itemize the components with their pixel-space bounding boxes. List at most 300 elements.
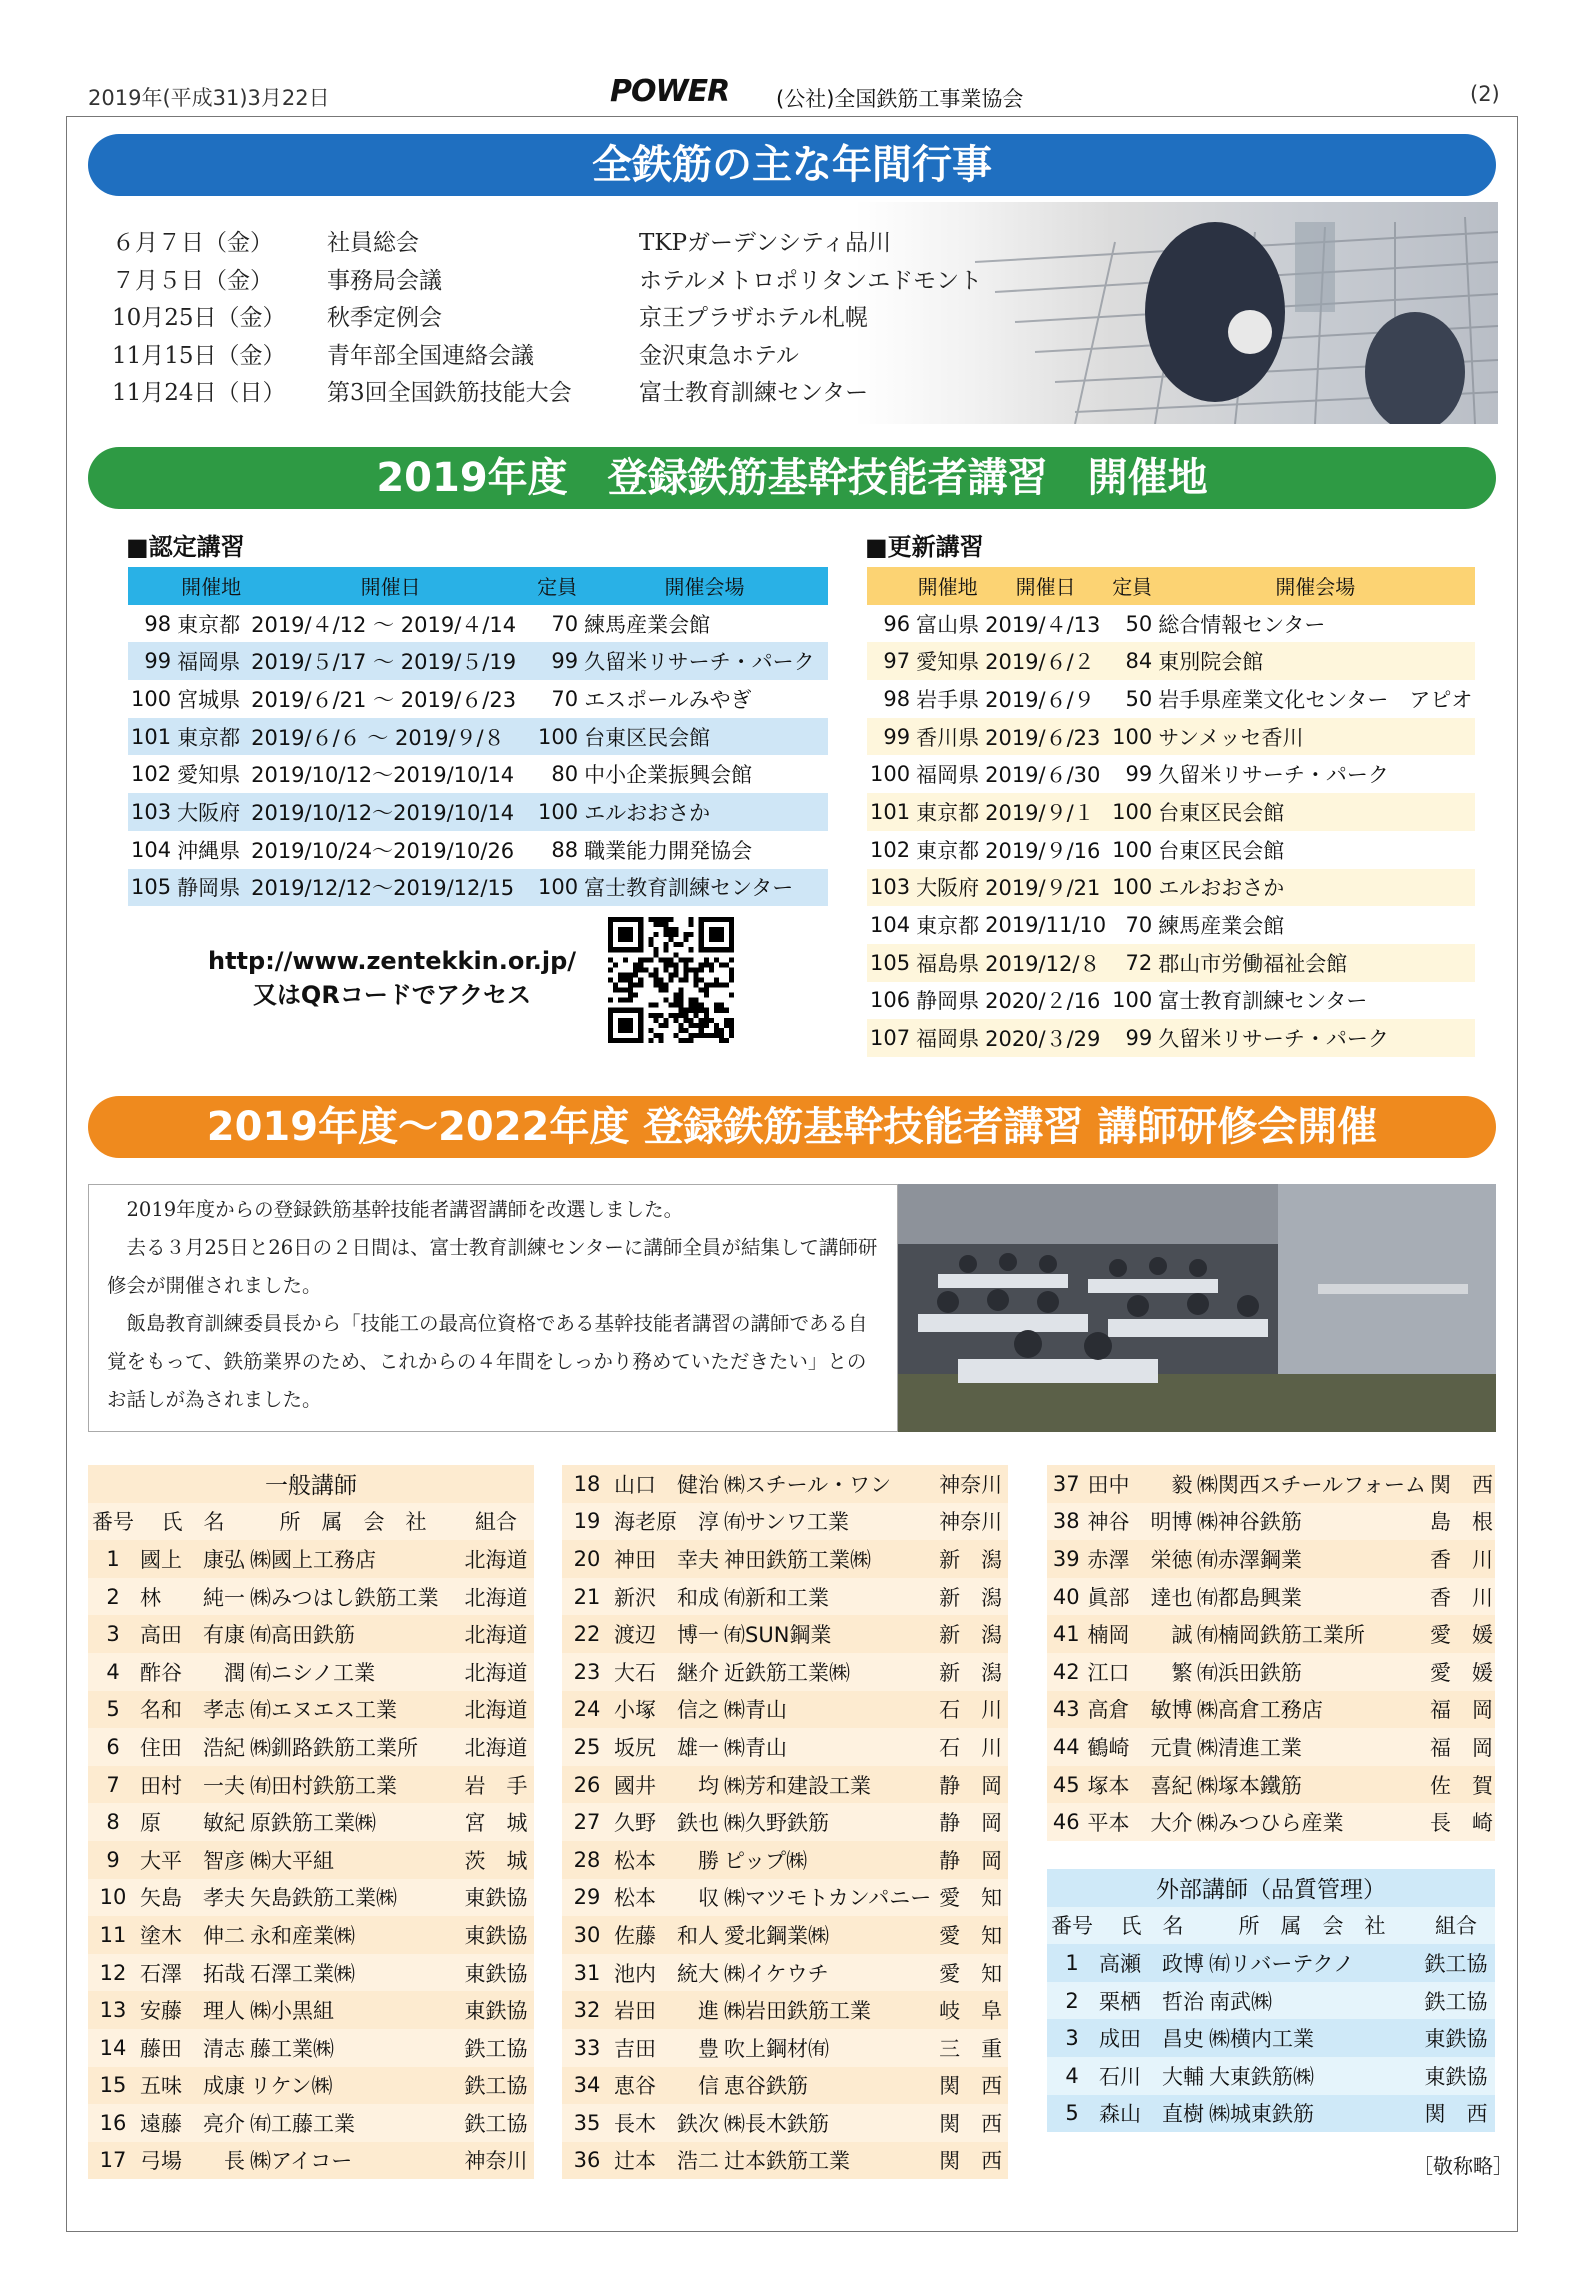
instructor-union: 鉄工協 bbox=[1417, 1982, 1495, 2020]
instructor-name: 名和 孝志 bbox=[138, 1691, 248, 1729]
venue-capacity: 70 bbox=[551, 686, 579, 711]
qr-access-note: 又はQRコードでアクセス bbox=[252, 981, 532, 1009]
venues-banner: 2019年度 登録鉄筋基幹技能者講習 開催地 bbox=[88, 447, 1496, 509]
instructor-name: 松本 収 bbox=[612, 1879, 722, 1917]
col-header: 番号 bbox=[1047, 1907, 1097, 1945]
instructor-company: 愛北鋼業㈱ bbox=[722, 1916, 933, 1954]
instructor-number: 21 bbox=[562, 1578, 612, 1616]
venue-number: 105 bbox=[128, 869, 174, 907]
instructor-row bbox=[88, 1991, 534, 2029]
instructor-name: 渡辺 博一 bbox=[612, 1615, 722, 1653]
instructor-company: ㈱小黒組 bbox=[248, 1991, 458, 2029]
instructor-row bbox=[562, 1991, 1008, 2029]
venue-hall: エルおおさか bbox=[1155, 869, 1475, 907]
instructor-row bbox=[1047, 1653, 1495, 1691]
instructor-union: 愛 知 bbox=[933, 1954, 1008, 1992]
instructor-name: 小塚 信之 bbox=[612, 1691, 722, 1729]
instructor-company: ㈱マツモトカンパニー bbox=[722, 1879, 933, 1917]
instructor-name: 長木 鉄次 bbox=[612, 2104, 722, 2142]
general-instructors-table-2 bbox=[562, 1465, 1008, 2179]
instructor-union: 東鉄協 bbox=[458, 1954, 534, 1992]
venue-date: 2019/６/６ ～ 2019/９/８ bbox=[248, 718, 533, 756]
instructor-number: 26 bbox=[562, 1766, 612, 1804]
venue-capacity: 100 bbox=[1109, 718, 1155, 756]
venue-number: 99 bbox=[128, 642, 174, 680]
instructor-name: 神谷 明博 bbox=[1085, 1503, 1194, 1541]
instructor-row bbox=[562, 1465, 1008, 1503]
instructor-union: 愛 知 bbox=[933, 1879, 1008, 1917]
instructor-number: 17 bbox=[88, 2142, 138, 2180]
issue-date: 2019年(平成31)3月22日 bbox=[88, 86, 330, 110]
general-instructors-table-3 bbox=[1047, 1465, 1495, 1841]
instructor-name: 山口 健治 bbox=[612, 1465, 722, 1503]
instructor-number: 2 bbox=[1047, 1982, 1097, 2020]
venue-number: 104 bbox=[131, 837, 172, 862]
instructor-company: ㈲浜田鉄筋 bbox=[1195, 1653, 1428, 1691]
instructor-company: ㈱関西スチールフォーム bbox=[1195, 1465, 1428, 1503]
instructor-row bbox=[562, 1879, 1008, 1917]
instructor-number: 37 bbox=[1047, 1465, 1085, 1503]
instructor-company: ㈱芳和建設工業 bbox=[722, 1766, 933, 1804]
instructor-company: ㈲ニシノ工業 bbox=[248, 1653, 458, 1691]
instructor-number: 43 bbox=[1047, 1691, 1085, 1729]
instructor-union: 関 西 bbox=[933, 2067, 1008, 2105]
instructor-union: 石 川 bbox=[933, 1691, 1008, 1729]
instructor-company: ㈱長木鉄筋 bbox=[722, 2104, 933, 2142]
instructor-row bbox=[1047, 1615, 1495, 1653]
instructor-company: ㈲赤澤鋼業 bbox=[1195, 1540, 1428, 1578]
instructor-name: 海老原 淳 bbox=[612, 1503, 722, 1541]
venue-date: 2019/11/10 bbox=[985, 913, 1107, 938]
venue-prefecture: 香川県 bbox=[913, 718, 982, 756]
instructor-row bbox=[88, 1803, 534, 1841]
table-header bbox=[867, 567, 1475, 605]
col-header: 定員 bbox=[533, 567, 581, 605]
instructor-number: 6 bbox=[88, 1728, 138, 1766]
instructor-union: 東鉄協 bbox=[458, 1916, 534, 1954]
venue-hall: 岩手県産業文化センター アピオ bbox=[1158, 687, 1473, 712]
venue-row bbox=[867, 718, 1475, 756]
instructor-company: ㈱アイコー bbox=[248, 2142, 458, 2180]
instructor-row bbox=[88, 2029, 534, 2067]
instructor-name: 塚本 喜紀 bbox=[1085, 1766, 1194, 1804]
venue-capacity: 99 bbox=[1125, 762, 1153, 787]
instructor-row bbox=[562, 1728, 1008, 1766]
venue-number: 96 bbox=[883, 611, 911, 636]
instructor-union: 神奈川 bbox=[458, 2142, 534, 2180]
venue-row bbox=[128, 755, 828, 793]
instructor-company: 原鉄筋工業㈱ bbox=[248, 1803, 458, 1841]
venue-row bbox=[867, 1019, 1475, 1057]
instructor-row bbox=[88, 2142, 534, 2180]
venue-prefecture: 宮城県 bbox=[177, 687, 241, 712]
instructor-union: 北海道 bbox=[458, 1615, 534, 1653]
instructor-row bbox=[562, 1578, 1008, 1616]
instructor-name: 平本 大介 bbox=[1085, 1803, 1194, 1841]
col-header: 所 属 会 社 bbox=[1207, 1907, 1417, 1945]
instructor-row bbox=[1047, 2095, 1495, 2133]
venue-prefecture: 静岡県 bbox=[174, 869, 248, 907]
instructor-union: 愛 媛 bbox=[1428, 1653, 1495, 1691]
instructor-union: 関 西 bbox=[933, 2142, 1008, 2180]
venue-row bbox=[867, 642, 1475, 680]
honorific-note: ［敬称略］ bbox=[1413, 2154, 1513, 2178]
venue-prefecture: 大阪府 bbox=[174, 793, 248, 831]
instructor-union: 香 川 bbox=[1428, 1540, 1495, 1578]
instructor-name: 大平 智彦 bbox=[138, 1841, 248, 1879]
venue-number: 106 bbox=[870, 988, 911, 1013]
venue-row bbox=[867, 982, 1475, 1020]
venue-prefecture: 東京都 bbox=[916, 838, 980, 863]
instructor-number: 3 bbox=[1047, 2019, 1097, 2057]
event-date: 11月24日（日） bbox=[112, 380, 286, 406]
qr-code-icon[interactable] bbox=[608, 917, 734, 1043]
instructor-company: ㈲エヌエス工業 bbox=[248, 1691, 458, 1729]
nintei-label: ■認定講習 bbox=[126, 533, 245, 561]
venue-hall: 練馬産業会館 bbox=[1158, 914, 1285, 939]
venue-prefecture: 富山県 bbox=[916, 612, 980, 637]
instructor-union: 石 川 bbox=[933, 1728, 1008, 1766]
instructor-union: 関 西 bbox=[1428, 1465, 1495, 1503]
venue-capacity: 100 bbox=[1112, 988, 1153, 1013]
venue-row bbox=[128, 831, 828, 869]
venue-capacity: 100 bbox=[1112, 837, 1153, 862]
venue-row bbox=[128, 680, 828, 718]
venue-number: 101 bbox=[128, 718, 174, 756]
venue-number: 100 bbox=[131, 686, 172, 711]
venue-row bbox=[867, 793, 1475, 831]
venue-row bbox=[867, 605, 1475, 643]
instructor-company: 吹上鋼材㈲ bbox=[722, 2029, 933, 2067]
instructor-number: 20 bbox=[562, 1540, 612, 1578]
instructor-company: ㈲田村鉄筋工業 bbox=[248, 1766, 458, 1804]
venue-capacity: 80 bbox=[551, 762, 579, 787]
venue-number: 103 bbox=[867, 869, 913, 907]
instructor-number: 1 bbox=[1047, 1944, 1097, 1982]
instructor-union: 宮 城 bbox=[458, 1803, 534, 1841]
instructor-company: 近鉄筋工業㈱ bbox=[722, 1653, 933, 1691]
instructor-name: 藤田 清志 bbox=[138, 2029, 248, 2067]
venue-row bbox=[867, 944, 1475, 982]
instructor-number: 19 bbox=[562, 1503, 612, 1541]
website-link-block bbox=[208, 944, 576, 1012]
instructor-union: 鉄工協 bbox=[458, 2029, 534, 2067]
instructor-number: 27 bbox=[562, 1803, 612, 1841]
instructor-number: 38 bbox=[1047, 1503, 1085, 1541]
external-title: 外部講師（品質管理） bbox=[1047, 1869, 1495, 1907]
instructor-union: 新 潟 bbox=[933, 1540, 1008, 1578]
venue-number: 103 bbox=[128, 793, 174, 831]
instructor-name: 眞部 達也 bbox=[1085, 1578, 1194, 1616]
instructor-union: 北海道 bbox=[458, 1578, 534, 1616]
instructor-name: 江口 繁 bbox=[1085, 1653, 1194, 1691]
instructor-row bbox=[562, 2067, 1008, 2105]
venue-number: 101 bbox=[867, 793, 913, 831]
venue-capacity: 99 bbox=[533, 642, 581, 680]
venue-capacity: 50 bbox=[1125, 686, 1153, 711]
instructor-union: 北海道 bbox=[458, 1540, 534, 1578]
instructor-name: 安藤 理人 bbox=[138, 1991, 248, 2029]
venue-number: 105 bbox=[867, 944, 913, 982]
instructor-number: 5 bbox=[1047, 2095, 1097, 2133]
instructor-row bbox=[88, 1728, 534, 1766]
instructor-name: 森山 直樹 bbox=[1097, 2095, 1207, 2133]
instructor-union: 北海道 bbox=[458, 1691, 534, 1729]
col-header: 開催会場 bbox=[581, 567, 828, 605]
venue-date: 2019/６/９ bbox=[985, 687, 1095, 712]
instructor-row bbox=[562, 2142, 1008, 2180]
instructor-company: ㈱國上工務店 bbox=[248, 1540, 458, 1578]
seminar-article bbox=[88, 1184, 898, 1432]
instructor-name: 大石 継介 bbox=[612, 1653, 722, 1691]
instructor-row bbox=[88, 1578, 534, 1616]
venue-hall: 職業能力開発協会 bbox=[584, 838, 753, 863]
venue-hall: 久留米リサーチ・パーク bbox=[581, 642, 828, 680]
venue-number: 98 bbox=[883, 686, 911, 711]
instructor-row bbox=[562, 1653, 1008, 1691]
instructor-name: 住田 浩紀 bbox=[138, 1728, 248, 1766]
general-instructors-table-1 bbox=[88, 1465, 534, 2179]
instructor-name: 高倉 敏博 bbox=[1085, 1691, 1194, 1729]
instructor-union: 神奈川 bbox=[933, 1465, 1008, 1503]
instructor-name: 原 敏紀 bbox=[138, 1803, 248, 1841]
instructor-union: 東鉄協 bbox=[1417, 2057, 1495, 2095]
venue-number: 107 bbox=[867, 1019, 913, 1057]
instructor-row bbox=[1047, 1728, 1495, 1766]
col-header: 組合 bbox=[1417, 1907, 1495, 1945]
instructor-company: ㈱青山 bbox=[722, 1728, 933, 1766]
instructor-union: 東鉄協 bbox=[1417, 2019, 1495, 2057]
instructor-union: 長 崎 bbox=[1428, 1803, 1495, 1841]
instructor-number: 45 bbox=[1047, 1766, 1085, 1804]
instructor-name: 辻本 浩二 bbox=[612, 2142, 722, 2180]
col-header: 氏 名 bbox=[138, 1503, 248, 1541]
event-date: 10月25日（金） bbox=[112, 305, 286, 331]
publisher-name: (公社)全国鉄筋工事業協会 bbox=[776, 87, 1024, 111]
instructor-company: ㈲都島興業 bbox=[1195, 1578, 1428, 1616]
instructor-union: 鉄工協 bbox=[458, 2067, 534, 2105]
venue-hall: 富士教育訓練センター bbox=[1158, 989, 1368, 1014]
instructor-row bbox=[562, 2104, 1008, 2142]
instructor-number: 13 bbox=[88, 1991, 138, 2029]
instructor-number: 33 bbox=[562, 2029, 612, 2067]
instructor-row bbox=[562, 1766, 1008, 1804]
instructor-number: 39 bbox=[1047, 1540, 1085, 1578]
instructor-row bbox=[562, 1954, 1008, 1992]
venue-capacity: 72 bbox=[1109, 944, 1155, 982]
instructor-name: 林 純一 bbox=[138, 1578, 248, 1616]
instructor-union: 新 潟 bbox=[933, 1578, 1008, 1616]
venue-date: 2019/６/21 ～ 2019/６/23 bbox=[251, 687, 517, 712]
instructor-number: 7 bbox=[88, 1766, 138, 1804]
venue-date: 2019/４/12 ～ 2019/４/14 bbox=[251, 612, 517, 637]
instructor-row bbox=[88, 1540, 534, 1578]
instructor-row bbox=[88, 1841, 534, 1879]
venue-hall: 東別院会館 bbox=[1155, 642, 1475, 680]
instructor-union: 北海道 bbox=[458, 1728, 534, 1766]
instructor-row bbox=[562, 1916, 1008, 1954]
event-name: 事務局会議 bbox=[327, 267, 442, 294]
venue-number: 97 bbox=[867, 642, 913, 680]
venue-hall: 富士教育訓練センター bbox=[581, 869, 828, 907]
instructor-name: 赤澤 栄徳 bbox=[1085, 1540, 1194, 1578]
instructor-number: 2 bbox=[88, 1578, 138, 1616]
koshin-table bbox=[867, 567, 1475, 1057]
instructor-number: 44 bbox=[1047, 1728, 1085, 1766]
instructor-company: ㈱横内工業 bbox=[1207, 2019, 1417, 2057]
instructor-company: 恵谷鉄筋 bbox=[722, 2067, 933, 2105]
venue-date: 2019/４/13 bbox=[985, 612, 1101, 637]
event-name: 青年部全国連絡会議 bbox=[327, 342, 534, 369]
instructor-number: 4 bbox=[1047, 2057, 1097, 2095]
venue-row bbox=[128, 718, 828, 756]
venue-row bbox=[867, 869, 1475, 907]
instructor-number: 36 bbox=[562, 2142, 612, 2180]
venue-prefecture: 沖縄県 bbox=[177, 838, 241, 863]
instructor-number: 16 bbox=[88, 2104, 138, 2142]
event-date: 11月15日（金） bbox=[112, 342, 286, 369]
instructor-company: ㈱みつはし鉄筋工業 bbox=[248, 1578, 458, 1616]
instructor-union: 愛 媛 bbox=[1428, 1615, 1495, 1653]
event-place: ホテルメトロポリタンエドモント bbox=[639, 267, 983, 294]
instructor-number: 11 bbox=[88, 1916, 138, 1954]
venue-prefecture: 福岡県 bbox=[916, 763, 980, 788]
instructor-company: ㈱塚本鐵筋 bbox=[1195, 1766, 1428, 1804]
instructor-union: 福 岡 bbox=[1428, 1728, 1495, 1766]
instructor-union: 三 重 bbox=[933, 2029, 1008, 2067]
instructor-row bbox=[1047, 1982, 1495, 2020]
instructor-row bbox=[88, 2067, 534, 2105]
nintei-table bbox=[128, 567, 828, 906]
instructor-company: ㈱岩田鉄筋工業 bbox=[722, 1991, 933, 2029]
col-header: 開催会場 bbox=[1155, 567, 1475, 605]
venue-hall: サンメッセ香川 bbox=[1155, 718, 1475, 756]
venue-hall: 台東区民会館 bbox=[1158, 838, 1285, 863]
venue-hall: 総合情報センター bbox=[1158, 612, 1326, 637]
col-header: 組合 bbox=[458, 1503, 534, 1541]
venue-row bbox=[128, 793, 828, 831]
instructor-row bbox=[562, 2029, 1008, 2067]
instructor-number: 3 bbox=[88, 1615, 138, 1653]
instructor-name: 田村 一夫 bbox=[138, 1766, 248, 1804]
instructor-name: 弓場 長 bbox=[138, 2142, 248, 2180]
venue-row bbox=[867, 680, 1475, 718]
instructor-union: 鉄工協 bbox=[458, 2104, 534, 2142]
instructor-name: 酢谷 潤 bbox=[138, 1653, 248, 1691]
venue-date: 2019/10/24～2019/10/26 bbox=[251, 838, 515, 863]
instructor-company: ピップ㈱ bbox=[722, 1841, 933, 1879]
venue-hall: 台東区民会館 bbox=[581, 718, 828, 756]
instructor-union: 関 西 bbox=[1417, 2095, 1495, 2133]
venue-date: 2019/９/21 bbox=[982, 869, 1109, 907]
instructor-number: 15 bbox=[88, 2067, 138, 2105]
instructor-number: 8 bbox=[88, 1803, 138, 1841]
instructor-name: 新沢 和成 bbox=[612, 1578, 722, 1616]
venue-hall: 台東区民会館 bbox=[1155, 793, 1475, 831]
instructor-union: 神奈川 bbox=[933, 1503, 1008, 1541]
instructor-number: 10 bbox=[88, 1879, 138, 1917]
instructor-number: 25 bbox=[562, 1728, 612, 1766]
instructor-name: 成田 昌史 bbox=[1097, 2019, 1207, 2057]
instructor-company: ㈱釧路鉄筋工業所 bbox=[248, 1728, 458, 1766]
instructor-row bbox=[1047, 1503, 1495, 1541]
instructor-union: 岩 手 bbox=[458, 1766, 534, 1804]
venue-hall: 練馬産業会館 bbox=[584, 612, 711, 637]
event-place: 金沢東急ホテル bbox=[639, 342, 799, 369]
venue-capacity: 88 bbox=[551, 837, 579, 862]
col-header: 所 属 会 社 bbox=[248, 1503, 458, 1541]
instructor-company: ㈱高倉工務店 bbox=[1195, 1691, 1428, 1729]
instructor-union: 茨 城 bbox=[458, 1841, 534, 1879]
instructor-union: 静 岡 bbox=[933, 1766, 1008, 1804]
venue-prefecture: 東京都 bbox=[913, 793, 982, 831]
instructor-union: 北海道 bbox=[458, 1653, 534, 1691]
instructor-name: 坂尻 雄一 bbox=[612, 1728, 722, 1766]
instructor-company: 大東鉄筋㈱ bbox=[1207, 2057, 1417, 2095]
newspaper-logo: POWER bbox=[610, 74, 730, 109]
instructor-number: 12 bbox=[88, 1954, 138, 1992]
venue-date: 2020/２/16 bbox=[985, 989, 1101, 1014]
instructor-union: 佐 賀 bbox=[1428, 1766, 1495, 1804]
venue-row bbox=[128, 642, 828, 680]
instructor-name: 岩田 進 bbox=[612, 1991, 722, 2029]
event-place: 京王プラザホテル札幌 bbox=[639, 305, 868, 331]
instructor-number: 4 bbox=[88, 1653, 138, 1691]
venue-prefecture: 東京都 bbox=[177, 612, 241, 637]
table-header bbox=[128, 567, 828, 605]
instructor-row bbox=[1047, 1465, 1495, 1503]
instructor-union: 岐 阜 bbox=[933, 1991, 1008, 2029]
venue-prefecture: 静岡県 bbox=[916, 989, 980, 1014]
venue-date: 2019/６/23 bbox=[982, 718, 1109, 756]
page-number: (2) bbox=[1470, 82, 1500, 106]
instructor-number: 46 bbox=[1047, 1803, 1085, 1841]
venue-prefecture: 福岡県 bbox=[913, 1019, 982, 1057]
instructor-union: 香 川 bbox=[1428, 1578, 1495, 1616]
instructor-company: リケン㈱ bbox=[248, 2067, 458, 2105]
table-header bbox=[88, 1503, 534, 1541]
instructor-union: 関 西 bbox=[933, 2104, 1008, 2142]
website-url[interactable]: http://www.zentekkin.or.jp/ bbox=[208, 947, 577, 975]
venue-number: 98 bbox=[144, 611, 172, 636]
instructor-name: 遠藤 亮介 bbox=[138, 2104, 248, 2142]
instructor-row bbox=[562, 1803, 1008, 1841]
instructor-name: 高田 有康 bbox=[138, 1615, 248, 1653]
instructor-name: 五味 成康 bbox=[138, 2067, 248, 2105]
instructor-company: ㈲リバーテクノ bbox=[1207, 1944, 1417, 1982]
instructor-number: 24 bbox=[562, 1691, 612, 1729]
instructor-number: 42 bbox=[1047, 1653, 1085, 1691]
col-header: 開催地 bbox=[174, 567, 248, 605]
event-name: 第3回全国鉄筋技能大会 bbox=[327, 380, 572, 406]
venue-capacity: 100 bbox=[533, 718, 581, 756]
venue-hall: 郡山市労働福祉会館 bbox=[1155, 944, 1475, 982]
instructor-number: 22 bbox=[562, 1615, 612, 1653]
instructor-number: 35 bbox=[562, 2104, 612, 2142]
venue-date: 2019/９/16 bbox=[985, 838, 1101, 863]
instructor-union: 鉄工協 bbox=[1417, 1944, 1495, 1982]
venue-capacity: 50 bbox=[1125, 611, 1153, 636]
instructor-name: 田中 毅 bbox=[1085, 1465, 1194, 1503]
instructor-union: 島 根 bbox=[1428, 1503, 1495, 1541]
col-header: 開催地 bbox=[913, 567, 982, 605]
instructor-company: ㈱城東鉄筋 bbox=[1207, 2095, 1417, 2133]
instructor-row bbox=[1047, 1803, 1495, 1841]
venue-prefecture: 福岡県 bbox=[174, 642, 248, 680]
instructor-number: 41 bbox=[1047, 1615, 1085, 1653]
venue-date: 2019/10/12～2019/10/14 bbox=[251, 763, 515, 788]
venue-date: 2019/10/12～2019/10/14 bbox=[248, 793, 533, 831]
